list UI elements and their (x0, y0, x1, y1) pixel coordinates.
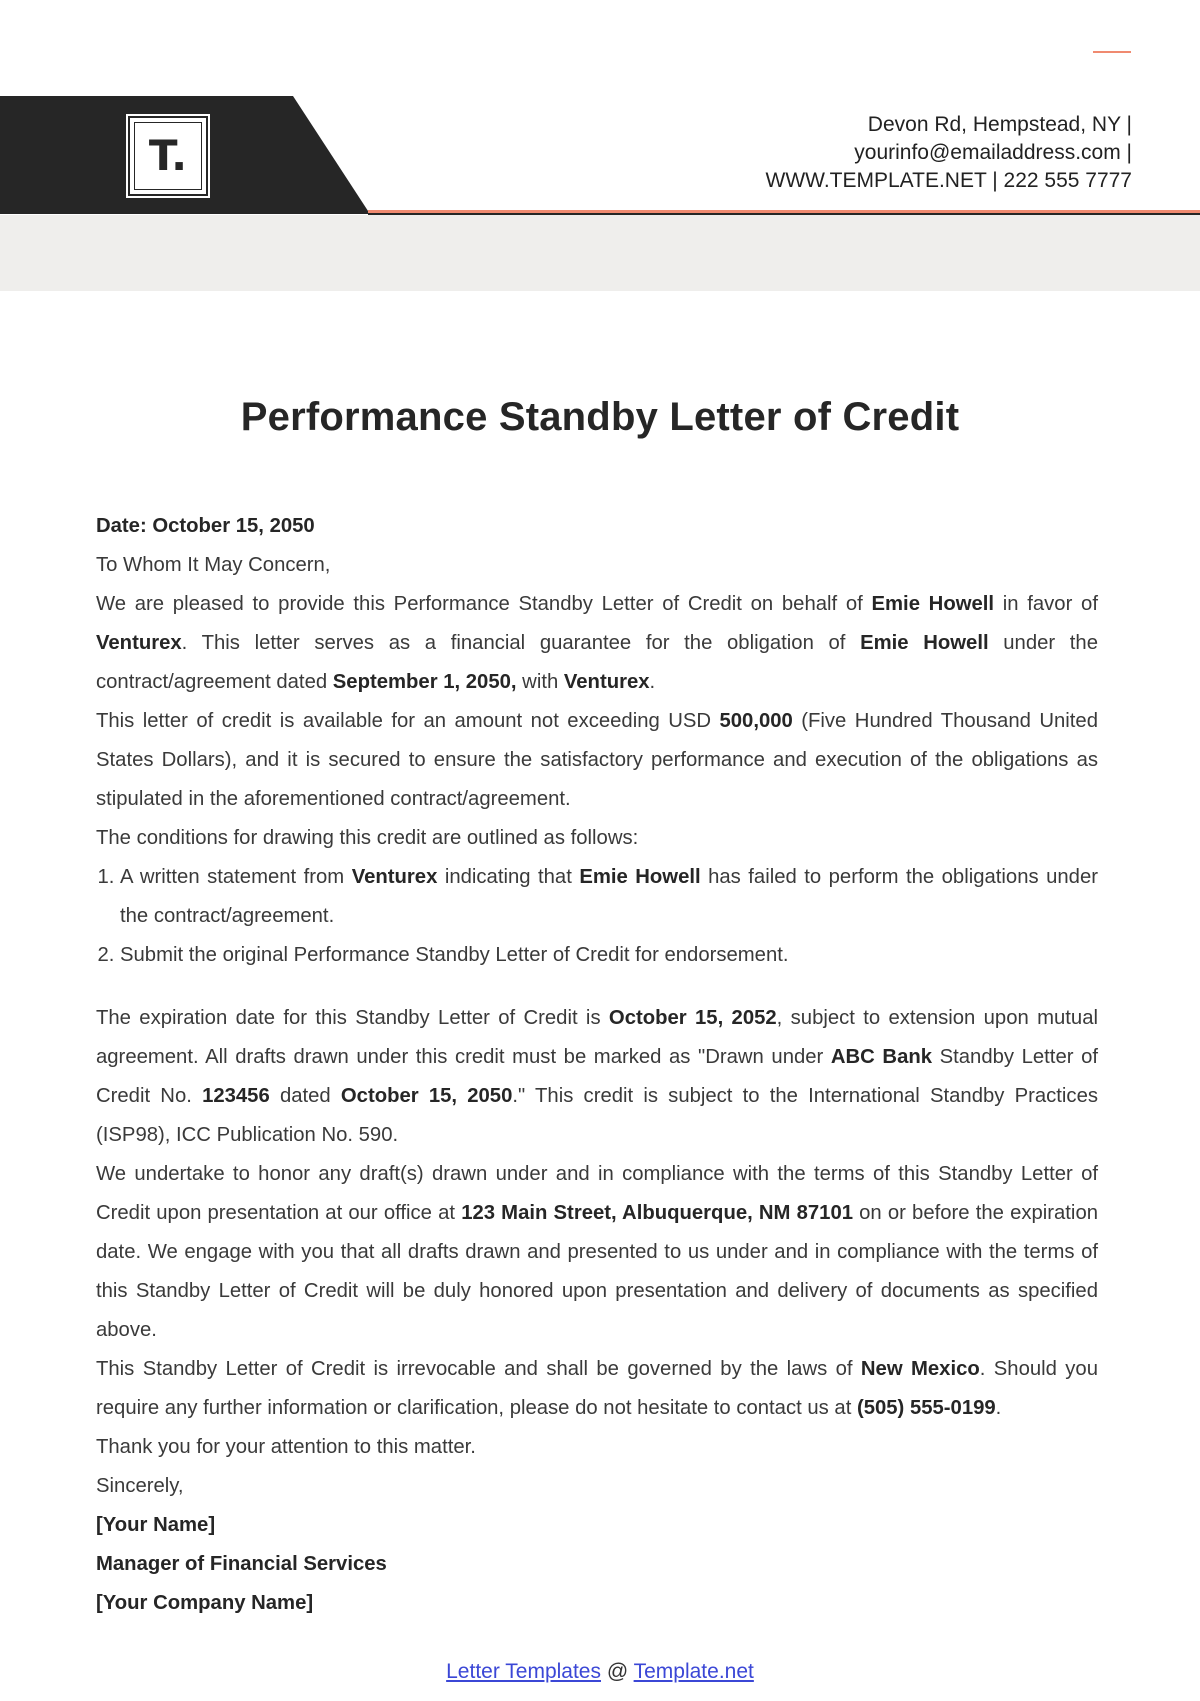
contact-web-phone: WWW.TEMPLATE.NET | 222 555 7777 (765, 169, 1132, 192)
paragraph-intro: We are pleased to provide this Performance Standby Letter of Credit on behalf of Emie Howell in favor of Venturex. This letter serves as a financial guarantee for the obligation of Emie Howell under the contract/agreement dated September 1, 2050, with Venturex. (96, 593, 1098, 693)
salutation: To Whom It May Concern, (96, 554, 331, 576)
conditions-intro: The conditions for drawing this credit are outlined as follows: (96, 827, 639, 849)
contact-block (766, 111, 1132, 195)
document-title: Performance Standby Letter of Credit (240, 395, 960, 439)
contact-address: Devon Rd, Hempstead, NY | (867, 113, 1132, 136)
footer-link-template-net[interactable]: Template.net (633, 1660, 754, 1683)
closing: Sincerely, (96, 1475, 184, 1497)
logo-text: T. (148, 131, 188, 180)
condition-item: 1. A written statement from Venturex indicating that Emie Howell has failed to perform the obligations under the contract/agreement. (120, 858, 1098, 936)
accent-dash (1093, 51, 1131, 53)
paragraph-governing-law: This Standby Letter of Credit is irrevocable and shall be governed by the laws of New Mexico. Should you require any further information or clarification, please do not hesitate to contact us at (505) 555-0199. (96, 1358, 1098, 1419)
letter-date: Date: October 15, 2050 (96, 515, 315, 537)
paragraph-undertaking: We undertake to honor any draft(s) drawn under and in compliance with the terms of this Standby Letter of Credit upon presentation at our office at 123 Main Street, Albuquerque, NM 87101 on or before the expiration date. We engage with you that all drafts drawn and presented to us under and in compliance with the terms of this Standby Letter of Credit will be duly honored upon presentation and delivery of documents as specified above. (96, 1163, 1099, 1341)
condition-item: 2. Submit the original Performance Standby Letter of Credit for endorsement. (120, 936, 1098, 975)
signature-name: [Your Name] (96, 1514, 216, 1536)
thanks-line: Thank you for your attention to this matter. (96, 1436, 476, 1458)
signature-company: [Your Company Name] (96, 1592, 314, 1614)
signature-title: Manager of Financial Services (96, 1553, 387, 1575)
header-gray-band (0, 215, 1200, 291)
paragraph-expiration: The expiration date for this Standby Letter of Credit is October 15, 2052, subject to extension upon mutual agreement. All drafts drawn under this credit must be marked as "Drawn under ABC Bank Standby Letter of Credit No. 123456 dated October 15, 2050." This credit is subject to the International Standby Practices (ISP98), ICC Publication No. 590. (96, 1007, 1098, 1146)
letter-body (96, 507, 1098, 1623)
logo-frame (134, 122, 202, 190)
logo (128, 116, 208, 196)
footer-separator: @ (601, 1660, 634, 1683)
paragraph-amount: This letter of credit is available for an amount not exceeding USD 500,000 (Five Hundred Thousand United States Dollars), and it is secured to ensure the satisfactory performance and execution of the obligations as stipulated in the aforementioned contract/agreement. (96, 710, 1098, 810)
footer-link-letter-templates[interactable]: Letter Templates (446, 1660, 601, 1683)
footer (0, 1660, 1200, 1684)
contact-email: yourinfo@emailaddress.com | (854, 141, 1132, 164)
conditions-list (96, 858, 1098, 975)
